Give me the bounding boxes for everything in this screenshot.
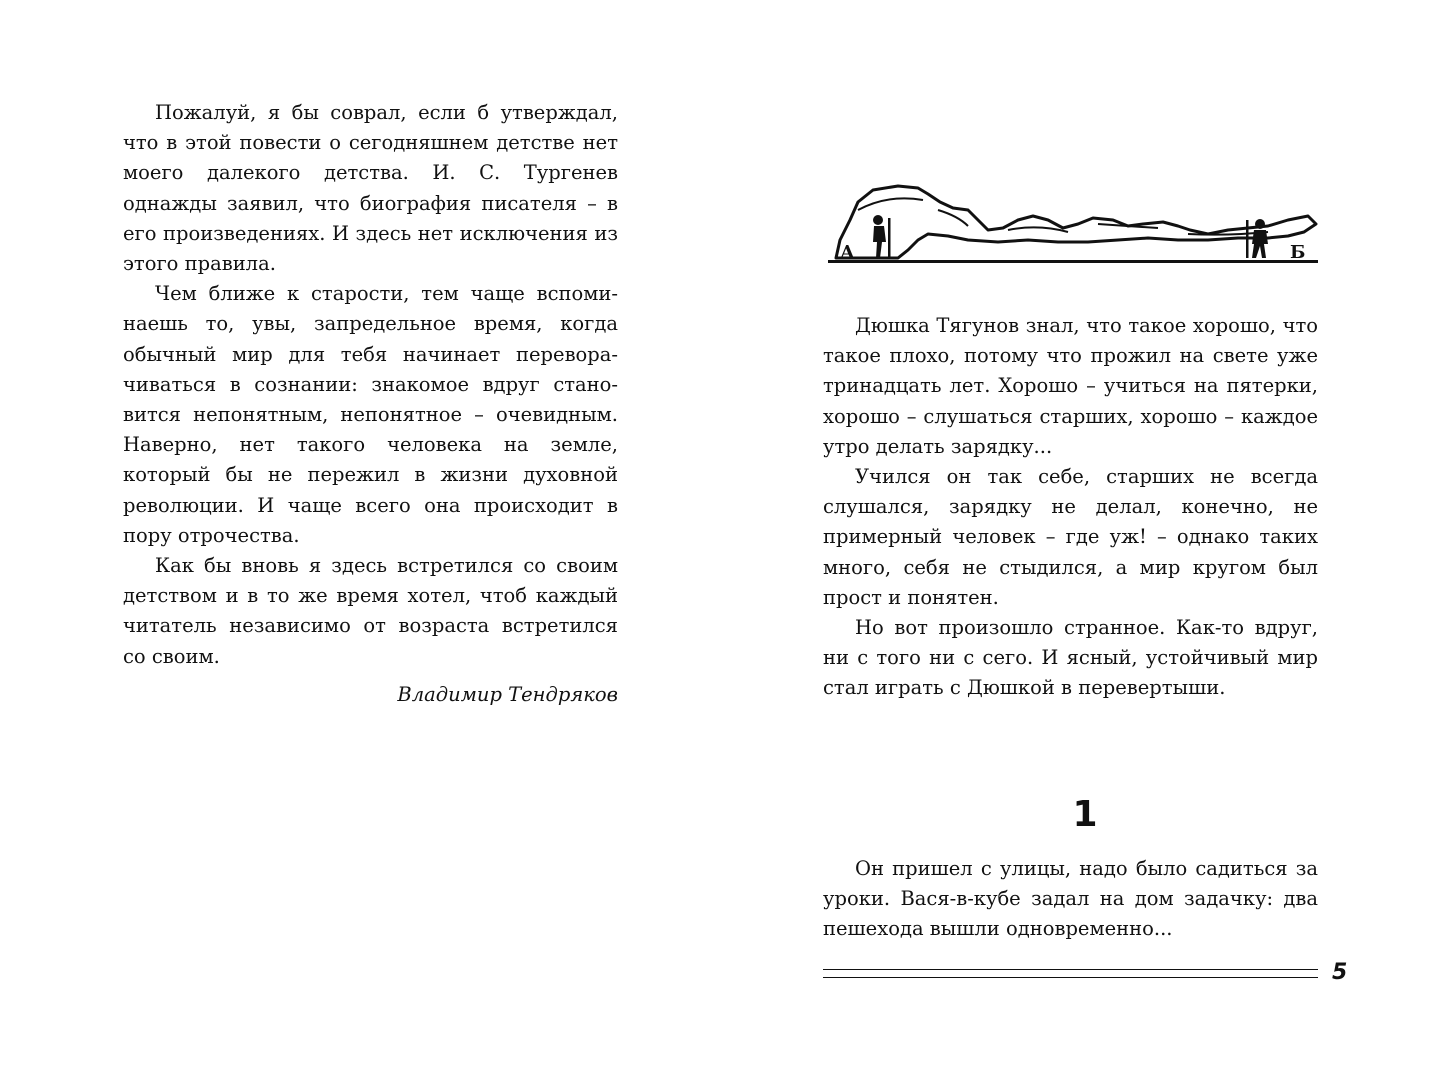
chapter-ornament-illustration bbox=[828, 180, 1318, 266]
walker-a-icon bbox=[873, 215, 891, 258]
preface-paragraph-2: Чем ближе к старости, тем чаще вспоминаешь то, увы, запредельное время, когда обычный мир для тебя начинает переворачиваться в сознании: знакомое вдруг становится непонятным, непонятное – очевидным. Наверно, нет такого человека на земле, который бы не пережил в жизни духовной революции. И чаще всего она происходит в пору отрочества. bbox=[123, 282, 618, 547]
ornament-ground-line bbox=[828, 260, 1318, 263]
intro-paragraph-3: Но вот произошло странное. Как-то вдруг, ни с того ни с сего. И ясный, устойчивый мир стал играть с Дюшкой в перевертыши. bbox=[823, 616, 1318, 700]
ornament-hills bbox=[836, 186, 1316, 258]
ornament-label-b: Б bbox=[1290, 242, 1306, 263]
intro-text bbox=[823, 311, 1318, 704]
left-page bbox=[0, 0, 720, 1080]
author-signature: Владимир Тендряков bbox=[397, 682, 618, 706]
preface-paragraph-3: Как бы вновь я здесь встретился со своим детством и в то же время хотел, чтоб каждый читатель независимо от возраста встретился со своим. bbox=[123, 554, 618, 668]
ornament-label-a: А bbox=[840, 242, 855, 263]
preface bbox=[123, 98, 618, 710]
footer-double-rule bbox=[823, 969, 1318, 978]
chapter-paragraph-1: Он пришел с улицы, надо было садиться за уроки. Вася-в-кубе задал на дом задачку: два пешехода вышли одновременно... bbox=[823, 857, 1318, 941]
chapter-number: 1 bbox=[1072, 794, 1098, 835]
chapter-text bbox=[823, 854, 1318, 945]
page-number: 5 bbox=[1332, 960, 1348, 985]
intro-paragraph-1: Дюшка Тягунов знал, что такое хорошо, что такое плохо, потому что прожил на свете уже тринадцать лет. Хорошо – учиться на пятерки, хорошо – слушаться старших, хорошо – каждое утро делать зарядку... bbox=[823, 314, 1318, 458]
preface-paragraph-1: Пожалуй, я бы соврал, если б утверждал, что в этой повести о сегодняшнем детстве нет моего далекого детства. И. С. Тургенев однажды заявил, что биография писателя – в его произведениях. И здесь нет исключения из этого правила. bbox=[123, 101, 618, 276]
intro-paragraph-2: Учился он так себе, старших не всегда слушался, зарядку не делал, конечно, не примерный человек – где уж! – однако таких много, себя не стыдился, а мир кругом был прост и понятен. bbox=[823, 465, 1318, 609]
